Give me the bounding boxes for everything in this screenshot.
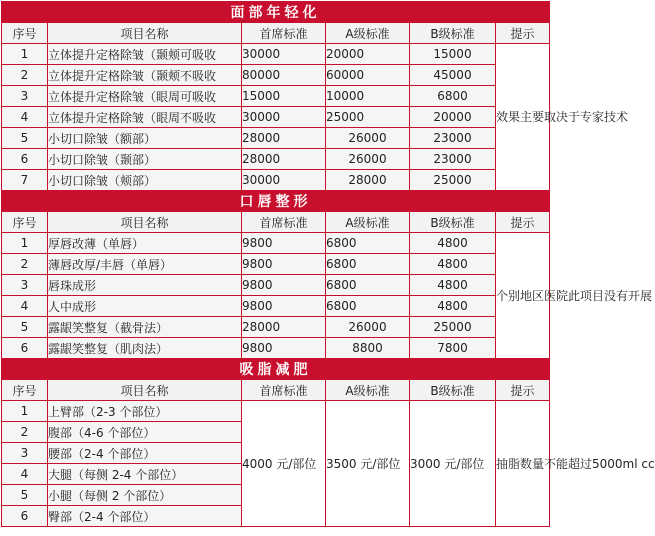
row-no: 4	[2, 296, 48, 317]
row-no: 3	[2, 443, 48, 464]
table-row	[2, 275, 550, 296]
row-chief: 9800	[242, 275, 326, 296]
header-chief: 首席标准	[242, 23, 326, 44]
row-chief: 15000	[242, 86, 326, 107]
row-a: 26000	[326, 149, 410, 170]
header-chief: 首席标准	[242, 212, 326, 233]
row-a: 6800	[326, 254, 410, 275]
row-a: 6800	[326, 233, 410, 254]
row-no: 6	[2, 506, 48, 527]
row-no: 2	[2, 254, 48, 275]
header-name: 项目名称	[48, 380, 242, 401]
b-price: 3000 元/部位	[410, 401, 496, 527]
section-title: 吸脂减肥	[2, 359, 550, 380]
header-a: A级标准	[326, 212, 410, 233]
row-chief: 28000	[242, 128, 326, 149]
row-a: 6800	[326, 296, 410, 317]
row-name: 薄唇改厚/丰唇（单唇）	[48, 254, 242, 275]
row-chief: 28000	[242, 149, 326, 170]
row-name: 立体提升定格除皱（颞颊不吸收	[48, 65, 242, 86]
row-name: 小切口除皱（颊部）	[48, 170, 242, 191]
table-row	[2, 86, 550, 107]
row-name: 小切口除皱（颞部）	[48, 149, 242, 170]
row-b: 45000	[410, 65, 496, 86]
row-b: 4800	[410, 275, 496, 296]
chief-price: 4000 元/部位	[242, 401, 326, 527]
header-no: 序号	[2, 380, 48, 401]
row-a: 26000	[326, 128, 410, 149]
row-chief: 80000	[242, 65, 326, 86]
table-row	[2, 44, 550, 65]
header-b: B级标准	[410, 212, 496, 233]
row-name: 立体提升定格除皱（颞颊可吸收	[48, 44, 242, 65]
table-row	[2, 338, 550, 359]
row-b: 7800	[410, 338, 496, 359]
row-b: 15000	[410, 44, 496, 65]
table-row	[2, 65, 550, 86]
row-chief: 9800	[242, 338, 326, 359]
section-title: 面部年轻化	[2, 2, 550, 23]
row-chief: 30000	[242, 170, 326, 191]
row-no: 4	[2, 107, 48, 128]
table-row	[2, 233, 550, 254]
row-b: 6800	[410, 86, 496, 107]
row-a: 8800	[326, 338, 410, 359]
row-chief: 9800	[242, 254, 326, 275]
row-a: 25000	[326, 107, 410, 128]
row-chief: 9800	[242, 233, 326, 254]
header-tip: 提示	[496, 380, 550, 401]
header-row	[2, 212, 550, 233]
table-row	[2, 107, 550, 128]
header-name: 项目名称	[48, 212, 242, 233]
row-b: 4800	[410, 233, 496, 254]
row-name: 立体提升定格除皱（眼周不吸收	[48, 107, 242, 128]
header-tip: 提示	[496, 23, 550, 44]
header-row	[2, 23, 550, 44]
row-b: 4800	[410, 254, 496, 275]
row-b: 25000	[410, 170, 496, 191]
row-b: 23000	[410, 149, 496, 170]
row-name: 小切口除皱（额部）	[48, 128, 242, 149]
row-no: 6	[2, 338, 48, 359]
row-b: 20000	[410, 107, 496, 128]
row-no: 6	[2, 149, 48, 170]
section-title: 口唇整形	[2, 191, 550, 212]
row-no: 2	[2, 422, 48, 443]
header-row	[2, 380, 550, 401]
row-a: 60000	[326, 65, 410, 86]
table-row	[2, 254, 550, 275]
row-no: 5	[2, 485, 48, 506]
price-table	[1, 1, 655, 527]
row-no: 5	[2, 128, 48, 149]
row-a: 10000	[326, 86, 410, 107]
table-row	[2, 170, 550, 191]
row-no: 3	[2, 275, 48, 296]
row-chief: 28000	[242, 317, 326, 338]
row-no: 3	[2, 86, 48, 107]
row-name: 露龈笑整复（肌肉法）	[48, 338, 242, 359]
row-a: 26000	[326, 317, 410, 338]
row-name: 立体提升定格除皱（眼周可吸收	[48, 86, 242, 107]
row-name: 上臂部（2-3 个部位）	[48, 401, 242, 422]
row-name: 腹部（4-6 个部位）	[48, 422, 242, 443]
row-no: 7	[2, 170, 48, 191]
row-name: 人中成形	[48, 296, 242, 317]
row-name: 腰部（2-4 个部位）	[48, 443, 242, 464]
table-row	[2, 317, 550, 338]
row-name: 厚唇改薄（单唇）	[48, 233, 242, 254]
table-row	[2, 296, 550, 317]
section-title-row	[2, 2, 550, 23]
row-b: 4800	[410, 296, 496, 317]
row-a: 20000	[326, 44, 410, 65]
row-chief: 9800	[242, 296, 326, 317]
row-name: 露龈笑整复（截骨法）	[48, 317, 242, 338]
header-b: B级标准	[410, 380, 496, 401]
row-no: 4	[2, 464, 48, 485]
header-b: B级标准	[410, 23, 496, 44]
row-chief: 30000	[242, 107, 326, 128]
section-tip: 效果主要取决于专家技术	[496, 44, 550, 191]
header-no: 序号	[2, 23, 48, 44]
row-no: 1	[2, 401, 48, 422]
table-row	[2, 149, 550, 170]
section-title-row	[2, 191, 550, 212]
header-a: A级标准	[326, 380, 410, 401]
row-no: 1	[2, 44, 48, 65]
row-a: 6800	[326, 275, 410, 296]
row-name: 小腿（每侧 2 个部位）	[48, 485, 242, 506]
row-no: 2	[2, 65, 48, 86]
row-b: 25000	[410, 317, 496, 338]
header-chief: 首席标准	[242, 380, 326, 401]
header-no: 序号	[2, 212, 48, 233]
header-name: 项目名称	[48, 23, 242, 44]
row-name: 臀部（2-4 个部位）	[48, 506, 242, 527]
row-no: 5	[2, 317, 48, 338]
row-a: 28000	[326, 170, 410, 191]
section-tip: 抽脂数量不能超过5000ml cc	[496, 401, 550, 527]
row-name: 大腿（每侧 2-4 个部位）	[48, 464, 242, 485]
table-row	[2, 401, 550, 422]
row-chief: 30000	[242, 44, 326, 65]
section-tip: 个别地区医院此项目没有开展	[496, 233, 550, 359]
header-tip: 提示	[496, 212, 550, 233]
row-b: 23000	[410, 128, 496, 149]
row-no: 1	[2, 233, 48, 254]
a-price: 3500 元/部位	[326, 401, 410, 527]
row-name: 唇珠成形	[48, 275, 242, 296]
header-a: A级标准	[326, 23, 410, 44]
table-row	[2, 128, 550, 149]
section-title-row	[2, 359, 550, 380]
